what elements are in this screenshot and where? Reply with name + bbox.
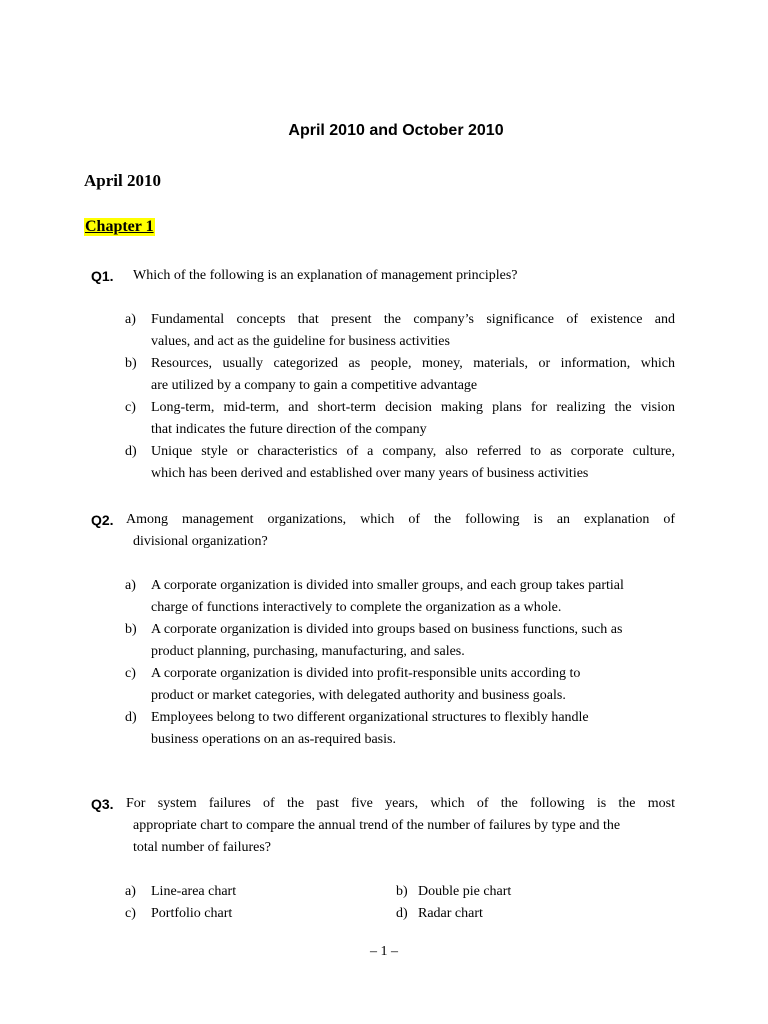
option-letter: c) <box>125 906 136 921</box>
question-text-line: total number of failures? <box>133 840 272 855</box>
option-text-line: Resources, usually categorized as people, money, materials, or information, which <box>151 356 675 371</box>
question-text: Which of the following is an explanation of management principles? <box>133 268 518 283</box>
option-text: Radar chart <box>418 906 483 921</box>
option-text: Portfolio chart <box>151 906 233 921</box>
option-text-line: product planning, purchasing, manufacturing, and sales. <box>151 644 465 659</box>
option-text-line: Unique style or characteristics of a company, also referred to as corporate culture, <box>151 444 675 459</box>
option-text-line: Employees belong to two different organizational structures to flexibly handle <box>151 710 589 725</box>
document-title: April 2010 and October 2010 <box>288 122 504 139</box>
option-text-line: A corporate organization is divided into groups based on business functions, such as <box>151 622 623 637</box>
option-letter: d) <box>125 444 137 459</box>
option-letter: c) <box>125 400 136 415</box>
option-letter: b) <box>125 356 137 371</box>
page-number: – 1 – <box>370 944 398 959</box>
option-text-line: business operations on an as-required basis. <box>151 732 396 747</box>
question-number: Q3. <box>91 796 114 812</box>
option-letter: d) <box>125 710 137 725</box>
option-text: Double pie chart <box>418 884 512 899</box>
option-text-line: Fundamental concepts that present the company’s significance of existence and <box>151 312 675 327</box>
question-number: Q1. <box>91 268 114 284</box>
option-letter: a) <box>125 312 136 327</box>
option-text-line: Long-term, mid-term, and short-term decision making plans for realizing the vision <box>151 400 675 415</box>
option-text-line: are utilized by a company to gain a competitive advantage <box>151 378 478 393</box>
option-letter: d) <box>396 906 408 921</box>
question-text-line: divisional organization? <box>133 534 268 549</box>
option-text-line: A corporate organization is divided into profit-responsible units according to <box>151 666 581 681</box>
option-text-line: values, and act as the guideline for business activities <box>151 334 450 349</box>
option-letter: c) <box>125 666 136 681</box>
option-letter: a) <box>125 578 136 593</box>
question-text-line: Among management organizations, which of the following is an explanation of <box>126 512 675 527</box>
option-text-line: which has been derived and established over many years of business activities <box>151 466 589 481</box>
option-letter: b) <box>125 622 137 637</box>
option-text: Line-area chart <box>151 884 237 899</box>
question-number: Q2. <box>91 512 114 528</box>
option-letter: a) <box>125 884 136 899</box>
option-text-line: A corporate organization is divided into smaller groups, and each group takes partial <box>151 578 624 593</box>
option-text-line: charge of functions interactively to complete the organization as a whole. <box>151 600 562 615</box>
option-letter: b) <box>396 884 408 899</box>
option-text-line: that indicates the future direction of the company <box>151 422 427 437</box>
question-text-line: For system failures of the past five years, which of the following is the most <box>126 796 675 811</box>
section-heading: April 2010 <box>84 171 161 190</box>
chapter-heading: Chapter 1 <box>85 218 154 235</box>
question-text-line: appropriate chart to compare the annual trend of the number of failures by type and the <box>133 818 621 833</box>
option-text-line: product or market categories, with delegated authority and business goals. <box>151 688 566 703</box>
